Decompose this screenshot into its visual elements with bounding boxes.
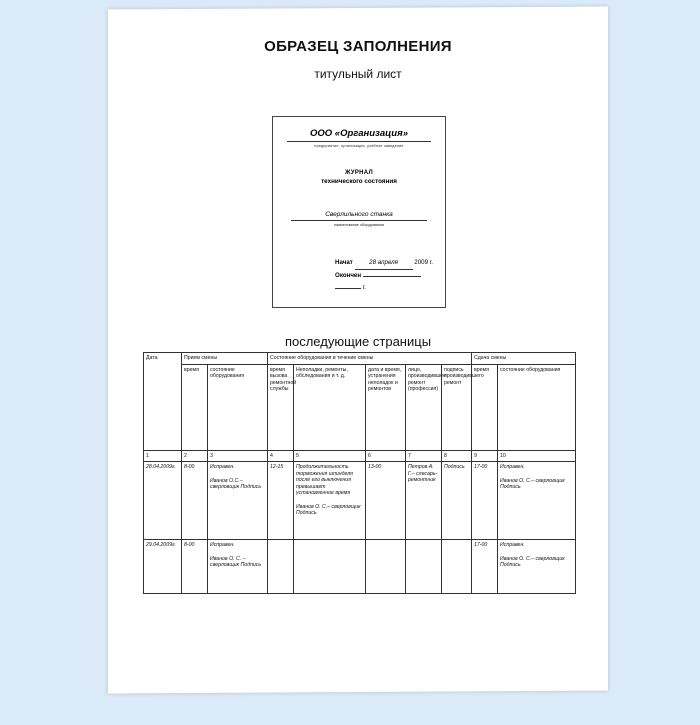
handover-state-sign: Иванов О. С.– сверловщик Подпись [500,555,565,568]
end-blank [335,288,361,289]
header-date: Дата [144,353,182,451]
start-date-line [335,257,445,270]
num-6: 6 [366,450,406,462]
cell-issues [294,540,366,594]
journal-table [143,352,576,594]
page-title: ОБРАЗЕЦ ЗАПОЛНЕНИЯ [264,38,452,55]
cell-accept-state [208,540,268,594]
cell-repair-person [406,540,442,594]
end-date-line [335,270,445,294]
col-accept-state: состояние оборудования [208,364,268,450]
page-subtitle: титульный лист [314,67,402,81]
cell-date: 29.04.2009г. [144,540,182,594]
col-fix-datetime: дата и время, устранения неполадок и ремонтов [366,364,406,450]
col-handover-state: состояние оборудования [498,364,576,450]
col-repair-sign: подпись производившего ремонт [442,364,472,450]
end-value [363,276,421,277]
num-1: 1 [144,450,182,462]
issues-sign: Иванов О. С.– сверловщик Подпись [296,503,361,516]
cell-handover-state [498,462,576,540]
num-2: 2 [182,450,208,462]
journal-subheading: технического состояния [321,178,397,185]
header-shift-handover: Сдача смены [472,353,576,365]
num-3: 3 [208,450,268,462]
handover-state-text: Исправен. [500,542,525,548]
handover-state-text: Исправен. [500,464,525,470]
spacer [500,549,573,556]
journal-table-wrap [143,352,575,594]
col-issues: Неполадки, ремонты, обследования и т. д. [294,364,366,450]
organization-name: ООО «Организация» [287,128,431,142]
spacer [210,549,265,556]
date-lines [335,257,445,293]
spacer [500,471,573,478]
journal-heading: ЖУРНАЛ [344,170,374,176]
end-year: г. [362,283,366,291]
organization-caption: предприятие, организация, учебное заведение [314,144,404,148]
col-call-time: время вызова ремонтной службы [268,364,294,450]
header-shift-accept: Прием смены [182,353,268,365]
end-label: Окончен [335,271,362,279]
table-header-groups [144,353,576,365]
num-7: 7 [406,450,442,462]
cell-repair-sign [442,540,472,594]
start-label: Начат [335,259,353,266]
spacer [296,497,363,504]
cell-fix-datetime [366,540,406,594]
accept-state-text: Исправен. [210,542,235,548]
cell-date: 28.04.2009г. [144,462,182,540]
accept-state-text: Исправен. [210,464,235,470]
section-2-title: последующие страницы [284,334,432,349]
start-value: 28 апреля [355,257,413,270]
equipment-caption: наименование оборудования [333,223,385,227]
cell-accept-time: 8-00 [182,462,208,540]
spacer [210,471,265,478]
header-equipment-state: Состояние оборудования в течение смены [268,353,472,365]
col-accept-time: время [182,364,208,450]
start-year: 2009 г. [414,259,433,266]
cell-handover-time: 17-00 [472,462,498,540]
table-row [144,540,576,594]
table-row [144,462,576,540]
num-4: 4 [268,450,294,462]
equipment-name: Сверлильного станка [291,211,427,221]
table-number-row [144,450,576,462]
cell-fix-datetime: 13-00 [366,462,406,540]
cell-repair-person: Петров А. Г.– слесарь-ремонтник [406,462,442,540]
document-page [108,6,608,693]
cell-issues [294,462,366,540]
cell-accept-state [208,462,268,540]
issues-text: Продолжительность торможения шпинделя после его выключения превышает установленное время [296,464,353,496]
col-repair-person: лицо, производившее ремонт (профессия) [406,364,442,450]
cell-repair-sign: Подпись [442,462,472,540]
table-header-columns [144,364,576,450]
num-9: 9 [472,450,498,462]
col-handover-time: время [472,364,498,450]
accept-state-sign: Иванов О. С. – сверловщик Подпись [210,555,262,568]
accept-state-sign: Иванов О.С.– сверловщик Подпись [210,477,262,490]
cell-call-time [268,540,294,594]
handover-state-sign: Иванов О. С.– сверловщик Подпись [500,477,565,490]
cell-handover-time: 17-00 [472,540,498,594]
cell-handover-state [498,540,576,594]
num-5: 5 [294,450,366,462]
num-10: 10 [498,450,576,462]
title-page-box [272,116,446,308]
cell-call-time: 12-15 [268,462,294,540]
cell-accept-time: 8-00 [182,540,208,594]
num-8: 8 [442,450,472,462]
